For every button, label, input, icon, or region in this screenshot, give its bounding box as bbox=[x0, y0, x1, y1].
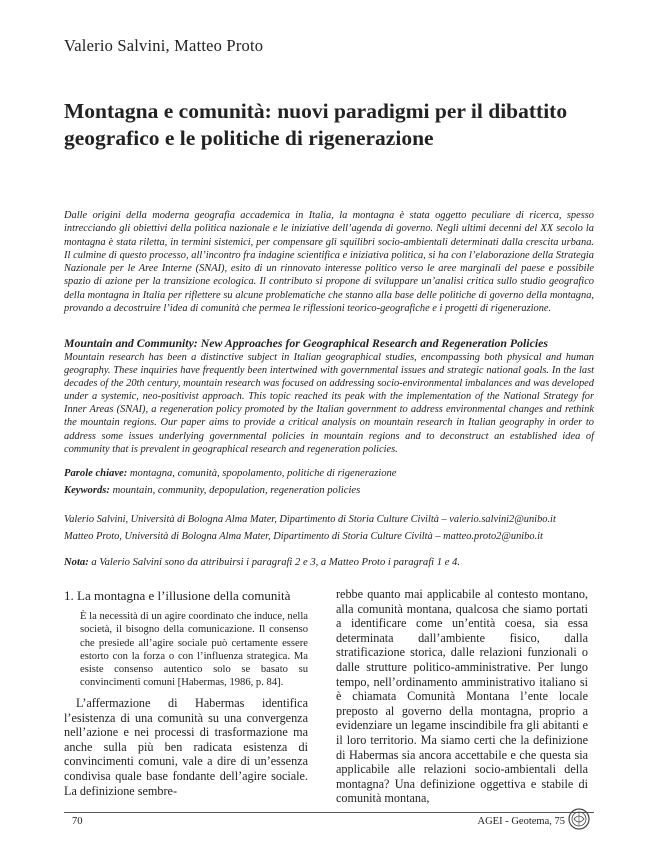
journal-name: AGEI - Geotema, 75 bbox=[477, 816, 565, 827]
author-note-label: Nota: bbox=[64, 557, 89, 568]
keywords-italian-label: Parole chiave: bbox=[64, 468, 128, 479]
agei-seal-icon bbox=[568, 808, 590, 830]
keywords-english bbox=[64, 485, 594, 496]
authors: Valerio Salvini, Matteo Proto bbox=[64, 36, 264, 55]
keywords-italian-text: montagna, comunità, spopolamento, politiche di rigenerazione bbox=[129, 468, 397, 479]
keywords-english-text: mountain, community, depopulation, regeneration policies bbox=[112, 485, 361, 496]
author-note-text: a Valerio Salvini sono da attribuirsi i paragrafi 2 e 3, a Matteo Proto i paragrafi 1 e 4. bbox=[91, 557, 460, 568]
page-number: 70 bbox=[72, 816, 83, 827]
article-title: Montagna e comunità: nuovi paradigmi per il dibattito geografico e le politiche di rigenerazione bbox=[64, 99, 568, 150]
keywords-english-label: Keywords: bbox=[64, 485, 110, 496]
body-left-column: L’affermazione di Habermas identifica l’esistenza di una comunità su una convergenza nell’azione e nei processi di trasformazione ma anche sulla più ben radicata esistenza di convincimenti comuni, vale a dire di un’essenza condivisa quale base fondante dell’agire sociale. La definizione sembre- bbox=[64, 696, 308, 798]
affiliation-salvini: Valerio Salvini, Università di Bologna Alma Mater, Dipartimento di Storia Culture Civiltà – valerio.salvini2@unibo.it bbox=[64, 514, 556, 525]
author-note bbox=[64, 557, 604, 568]
footer-rule bbox=[64, 812, 594, 813]
body-right-column: rebbe quanto mai applicabile al contesto montano, alla comunità montana, qualcosa che siamo portati a identificare come un’entità coesa, sia essa determinata dall’ambiente fisico, dalla stratificazione storica, dalle relazioni funzionali o dalle strutture politico-amministrative. Per lungo tempo, nell’ordinamento amministrativo italiano si è chiamata Comunità Montana l’ente locale preposto al governo della montagna, proprio a evidenziare un legame inscindibile fra gli abitanti e il loro territorio. Ma siamo certi che la definizione di Habermas sia ancora accettabile e che questa sia applicabile alle relazioni socio-ambientali della montagna? Una definizione oggettiva e stabile di comunità montana, bbox=[336, 587, 588, 806]
english-title: Mountain and Community: New Approaches for Geographical Research and Regeneration Policies bbox=[64, 336, 548, 350]
abstract-english: Mountain research has been a distinctive subject in Italian geographical studies, encompassing both physical and human geography. These inquiries have frequently been intertwined with governmental issues and strategic national goals. In the last decades of the 20th century, mountain research was focused on addressing socio-environmental imbalances and was developed under a systemic, neo-positivist approach. This topic reached its peak with the implementation of the National Strategy for Inner Areas (SNAI), a regeneration policy promoted by the Italian government to address environmental changes and rethink the mountain regions. Our paper aims to provide a critical analysis on mountain research in Italian geography in order to address some issues underlying governmental policies in mountain regions and to deconstruct an established idea of community that is prevalent in geographical research and regeneration policies. bbox=[64, 352, 594, 455]
affiliation-proto: Matteo Proto, Università di Bologna Alma Mater, Dipartimento di Storia Culture Civiltà – matteo.proto2@unibo.it bbox=[64, 531, 543, 542]
habermas-quote: È la necessità di un agire coordinato che induce, nella società, il bisogno della comunicazione. Il consenso che presiede all’agire sociale può certamente essere estorto con la forza o con l’influenza strategica. Ma esiste consenso autentico solo se basato su convincimenti comuni [Habermas, 1986, p. 84]. bbox=[80, 611, 308, 689]
keywords-italian bbox=[64, 468, 594, 479]
section-heading: 1. La montagna e l’illusione della comunità bbox=[64, 588, 291, 603]
abstract-italian: Dalle origini della moderna geografia accademica in Italia, la montagna è stata oggetto peculiare di ricerca, spesso intrecciando gli obiettivi della politica nazionale e le iniziative dell’agenda di governo. Negli ultimi decenni del XX secolo la montagna è stata riletta, in termini sistemici, per compensare gli squilibri socio-ambientali determinati dalla crescita urbana. Il culmine di questo processo, all’incontro fra indagine scientifica e iniziativa politica, si ha con l’elaborazione della Strategia Nazionale per le Aree Interne (SNAI), esito di un rinnovato interesse politico verso le aree marginali del paese e possibile spazio di azione per la transizione ecologica. Il contributo si propone di sviluppare un’analisi critica sullo studio geografico della montagna in Italia per riflettere su alcune problematiche che stanno alla base delle politiche di governo della montagna, provando a decostruire l’idea di comunità che permea le riflessioni teorico-geografiche e i progetti di rigenerazione. bbox=[64, 210, 594, 315]
